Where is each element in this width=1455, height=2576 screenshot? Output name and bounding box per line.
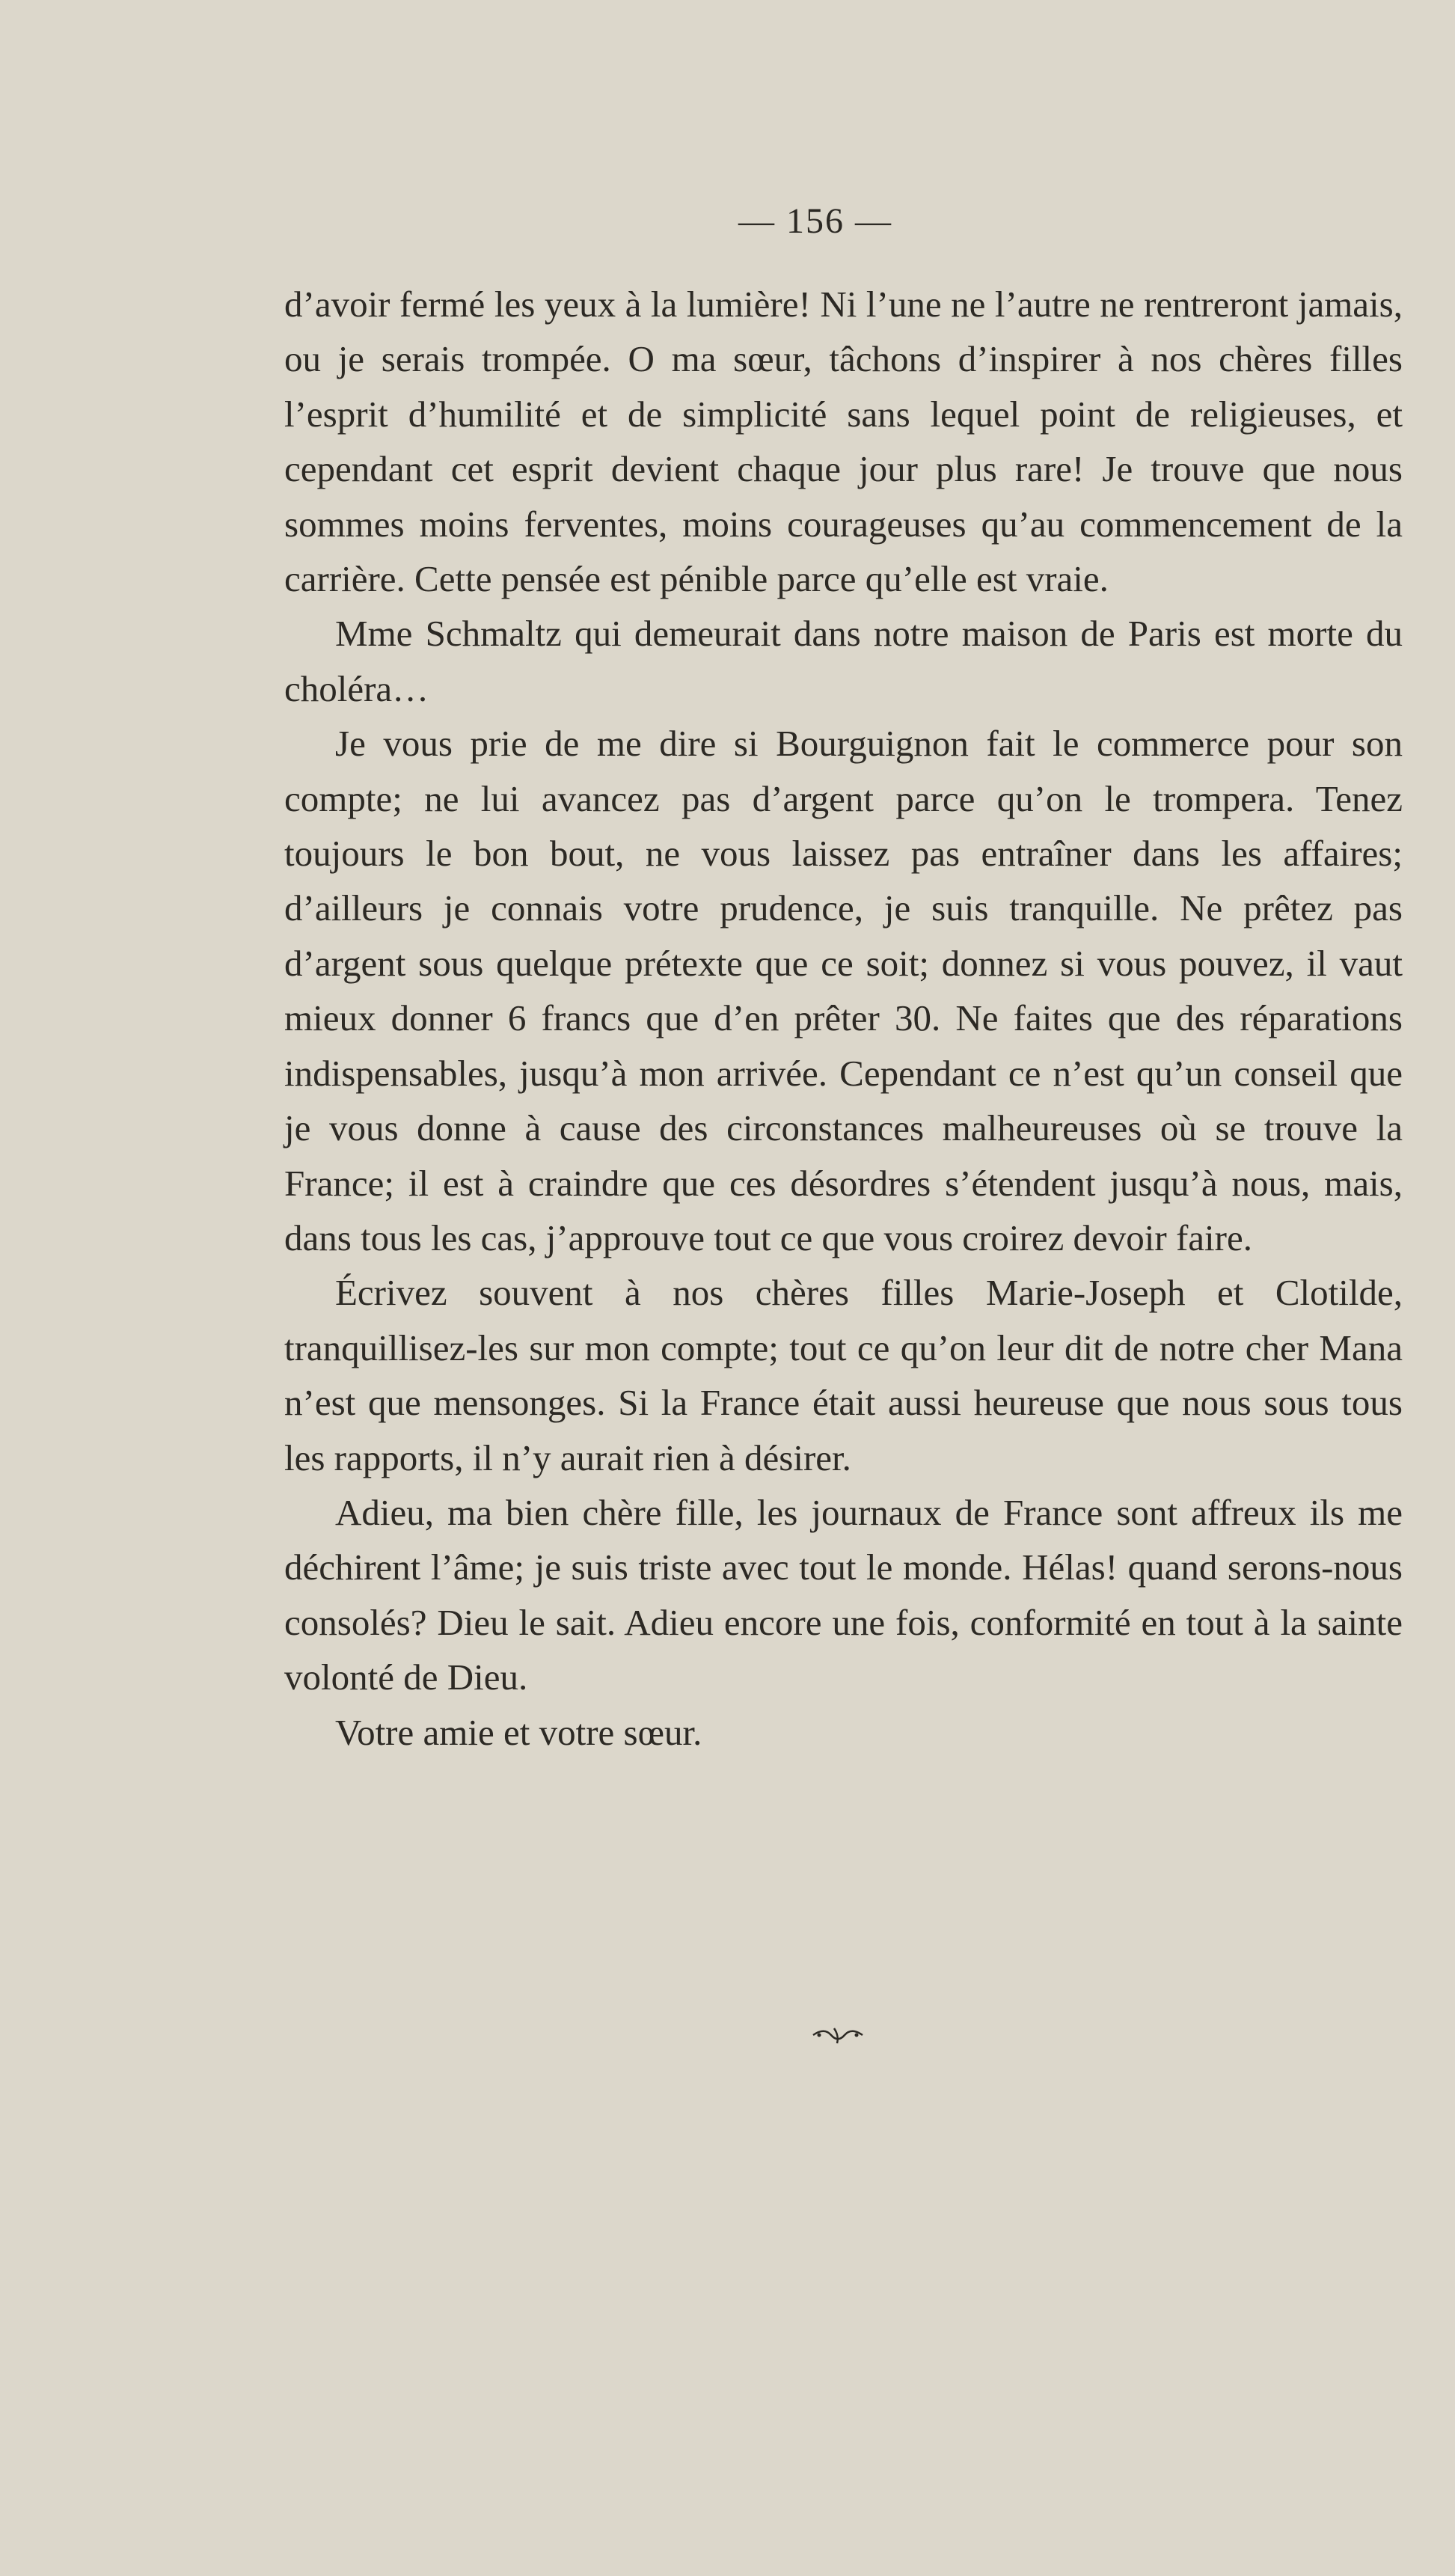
paragraph: Mme Schmaltz qui demeurait dans notre maison de Paris est morte du choléra… [284, 613, 1403, 709]
paragraph: d’avoir fermé les yeux à la lumière! Ni l’une ne l’autre ne rentreront jamais, ou je serais trompée. O ma sœur, tâchons d’inspirer à nos chères filles l’esprit d’humilité et de simplicité sans lequel point de religieuses, et cependant cet esprit devient chaque jour plus rare! Je trouve que nous sommes moins ferventes, moins courageuses qu’au commencement de la carrière. Cette pensée est pénible parce qu’elle est vraie. [284, 284, 1403, 600]
closing-line: Votre amie et votre sœur. [335, 1711, 702, 1753]
paragraph: Je vous prie de me dire si Bourguignon fait le commerce pour son compte; ne lui avancez pas d’argent parce qu’on le trompera. Tenez toujours le bon bout, ne vous laissez pas entraîner dans les affaires; d’ailleurs je connais votre prudence, je suis tranquille. Ne prêtez pas d’argent sous quelque prétexte que ce soit; donnez si vous pouvez, il vaut mieux donner 6 francs que d’en prêter 30. Ne faites que des réparations indispensables, jusqu’à mon arrivée. Cependant ce n’est qu’un conseil que je vous donne à cause des circonstances malheureuses où se trouve la France; il est à craindre que ces désordres s’étendent jusqu’à nous, mais, dans tous les cas, j’approuve tout ce que vous croirez devoir faire. [284, 723, 1403, 1258]
paragraph: Adieu, ma bien chère fille, les journaux de France sont affreux ils me déchirent l’âme; je suis triste avec tout le monde. Hélas! quand serons-nous consolés? Dieu le sait. Adieu encore une fois, conformité en tout à la sainte volonté de Dieu. [284, 1491, 1403, 1698]
paragraph: Écrivez souvent à nos chères filles Marie-Joseph et Clotilde, tranquillisez-les sur mon compte; tout ce qu’on leur dit de notre cher Mana n’est que mensonges. Si la France était aussi heureuse que nous sous tous les rapports, il n’y aurait rien à désirer. [284, 1272, 1403, 1478]
ornament-flourish-icon [812, 2024, 864, 2046]
page-number: — 156 — [738, 201, 892, 241]
body-text [284, 277, 1403, 1760]
